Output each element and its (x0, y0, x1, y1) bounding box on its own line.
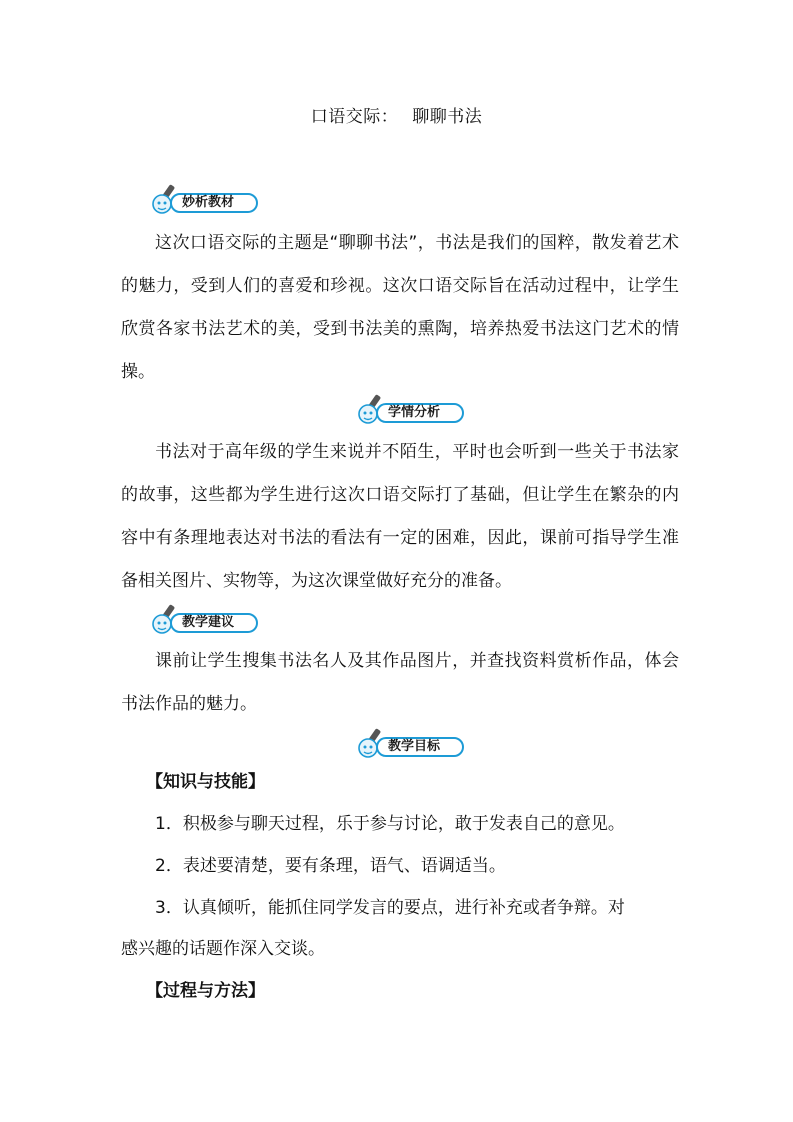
analysis-paragraph: 这次口语交际的主题是“聊聊书法”，书法是我们的国粹，散发着艺术的魅力，受到人们的喜爱和珍视。这次口语交际旨在活动过程中，让学生欣赏各家书法艺术的美，受到书法美的熏陶，培养热爱书法这门艺术的情操。 (121, 233, 679, 382)
title-topic: 聊聊书法 (412, 107, 483, 127)
section-badge-advice (148, 602, 260, 638)
title-prefix: 口语交际： (310, 107, 399, 127)
badge-label: 教学建议 (182, 615, 235, 630)
process-heading: 【过程与方法】 (146, 981, 265, 1001)
advice-paragraph: 课前让学生搜集书法名人及其作品图片，并查找资料赏析作品，体会书法作品的魅力。 (121, 651, 679, 714)
page-title (0, 104, 793, 130)
goal-item-3-continued: 感兴趣的话题作深入交谈。 (121, 939, 325, 959)
goal-item-3: 3．认真倾听，能抓住同学发言的要点，进行补充或者争辩。对 (155, 898, 625, 918)
goal-item-2: 2．表述要清楚，要有条理，语气、语调适当。 (155, 856, 506, 876)
goal-item-1: 1．积极参与聊天过程，乐于参与讨论，敢于发表自己的意见。 (155, 814, 625, 834)
situation-paragraph: 书法对于高年级的学生来说并不陌生，平时也会听到一些关于书法家的故事，这些都为学生进行这次口语交际打了基础，但让学生在繁杂的内容中有条理地表达对书法的看法有一定的困难，因此，课前可指导学生准备相关图片、实物等，为这次课堂做好充分的准备。 (121, 442, 679, 591)
section-badge-goals (354, 726, 466, 762)
badge-label: 学情分析 (388, 405, 441, 420)
knowledge-heading: 【知识与技能】 (146, 772, 265, 792)
section-badge-situation (354, 392, 466, 428)
badge-label: 教学目标 (388, 739, 441, 754)
badge-label: 妙析教材 (182, 195, 235, 210)
section-badge-analysis (148, 182, 260, 218)
